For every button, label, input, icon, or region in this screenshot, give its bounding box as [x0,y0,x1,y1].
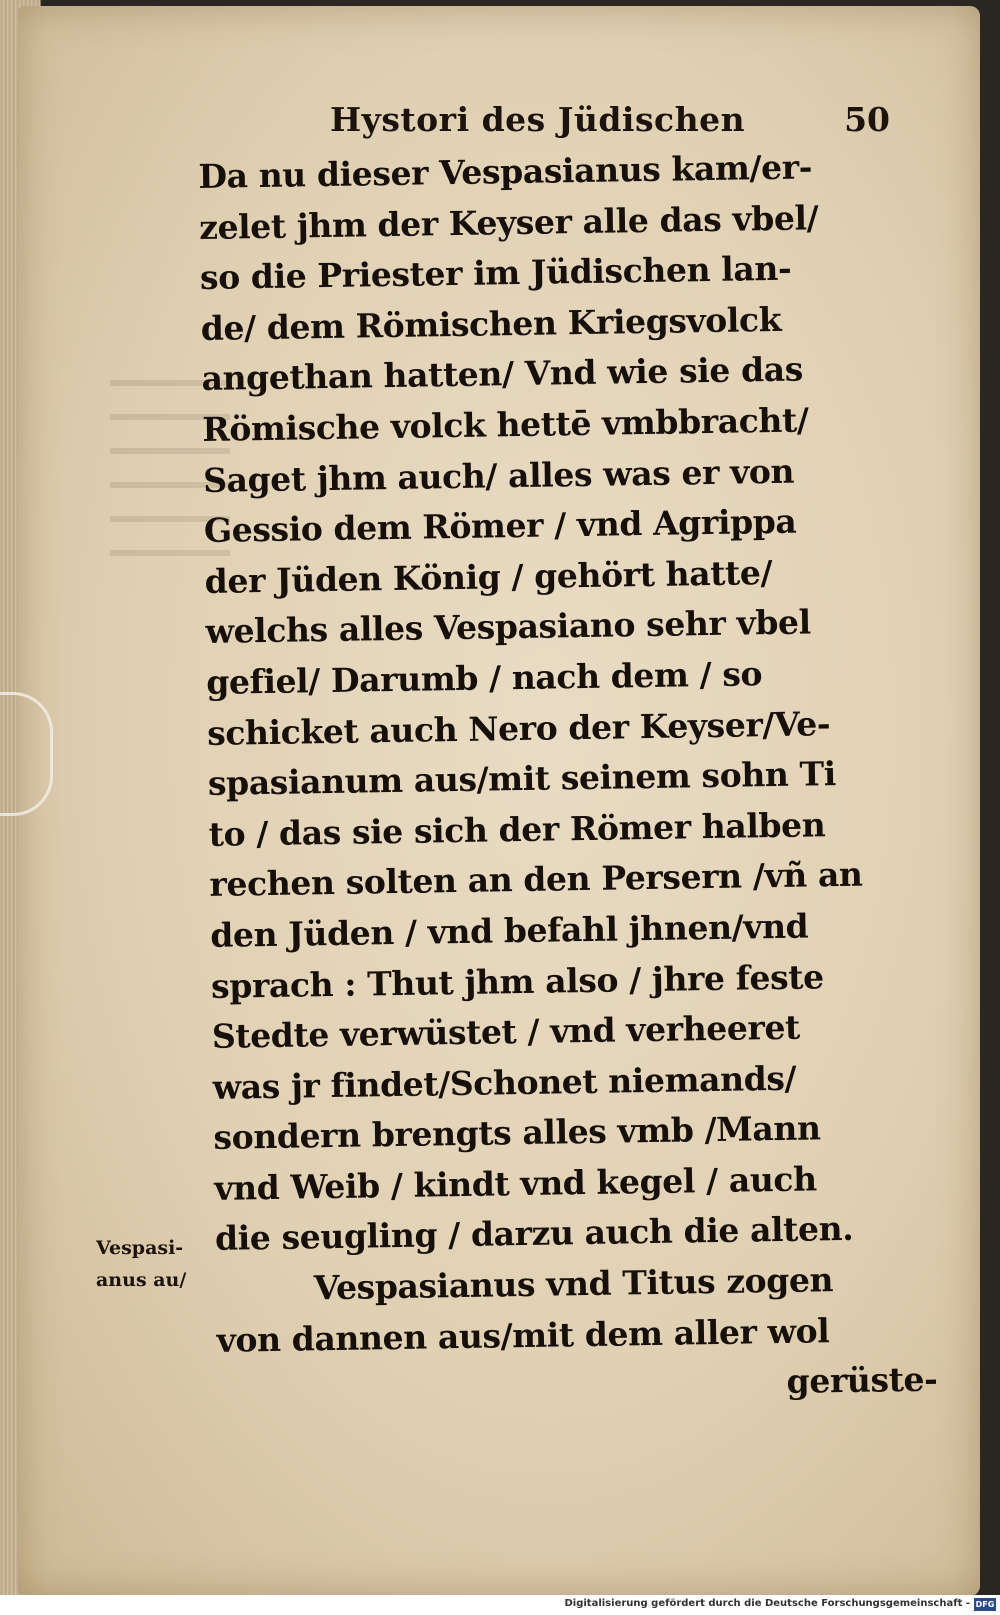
text-line: was jr findet/Schonet niemands/ [212,1058,797,1107]
text-line: Stedte verwüstet / vnd verheeret [211,1007,801,1056]
text-line: Gessio dem Römer / vnd Agrippa [203,501,797,551]
text-line: schicket auch Nero der Keyser/Ve- [206,703,831,753]
text-line: Da nu dieser Vespasianus kam/er- [198,147,813,196]
text-line: von dannen aus/mit dem aller wol [216,1310,830,1360]
text-line: to / das sie sich der Römer halben [208,804,826,854]
footer-bar [0,1595,1000,1615]
text-line: gefiel/ Darumb / nach dem / so [206,654,763,702]
footer-credit: Digitalisierung gefördert durch die Deutsche Forschungsgemeinschaft - [564,1598,970,1609]
margin-note-line: Vespasi- [96,1237,184,1259]
text-line: Römische volck hettē vmbbracht/ [202,400,809,449]
text-line: spasianum aus/mit seinem sohn Ti [207,754,837,804]
book-clasp [0,692,53,816]
text-line: zelet jhm der Keyser alle das vbel/ [198,197,819,247]
text-line: der Jüden König / gehört hatte/ [204,552,773,601]
text-line: rechen solten an den Persern /vñ an [209,854,863,905]
text-line: sprach : Thut jhm also / jhre feste [210,956,824,1006]
catchword: gerüste- [786,1359,938,1402]
text-line: die seugling / darzu auch die alten. [214,1209,854,1259]
text-line: sondern brengts alles vmb /Mann [213,1108,821,1158]
text-line: vnd Weib / kindt vnd kegel / auch [213,1159,817,1208]
page-number: 50 [844,100,890,139]
dfg-logo: DFG [975,1600,995,1609]
text-line: welchs alles Vespasiano sehr vbel [205,602,812,652]
text-line: angethan hatten/ Vnd wie sie das [201,349,804,399]
text-line: Vespasianus vnd Titus zogen [313,1260,834,1308]
body-text [198,141,938,1417]
text-line: den Jüden / vnd befahl jhnen/vnd [209,906,809,955]
text-line: Saget jhm auch/ alles was er von [202,451,795,500]
running-title: Hystori des Jüdischen [330,100,746,139]
margin-note [96,1232,186,1296]
page-header [330,100,890,144]
text-line: de/ dem Römischen Kriegsvolck [200,299,782,348]
text-line: so die Priester im Jüdischen lan- [199,248,792,298]
margin-note-line: anus au/ [96,1269,187,1291]
